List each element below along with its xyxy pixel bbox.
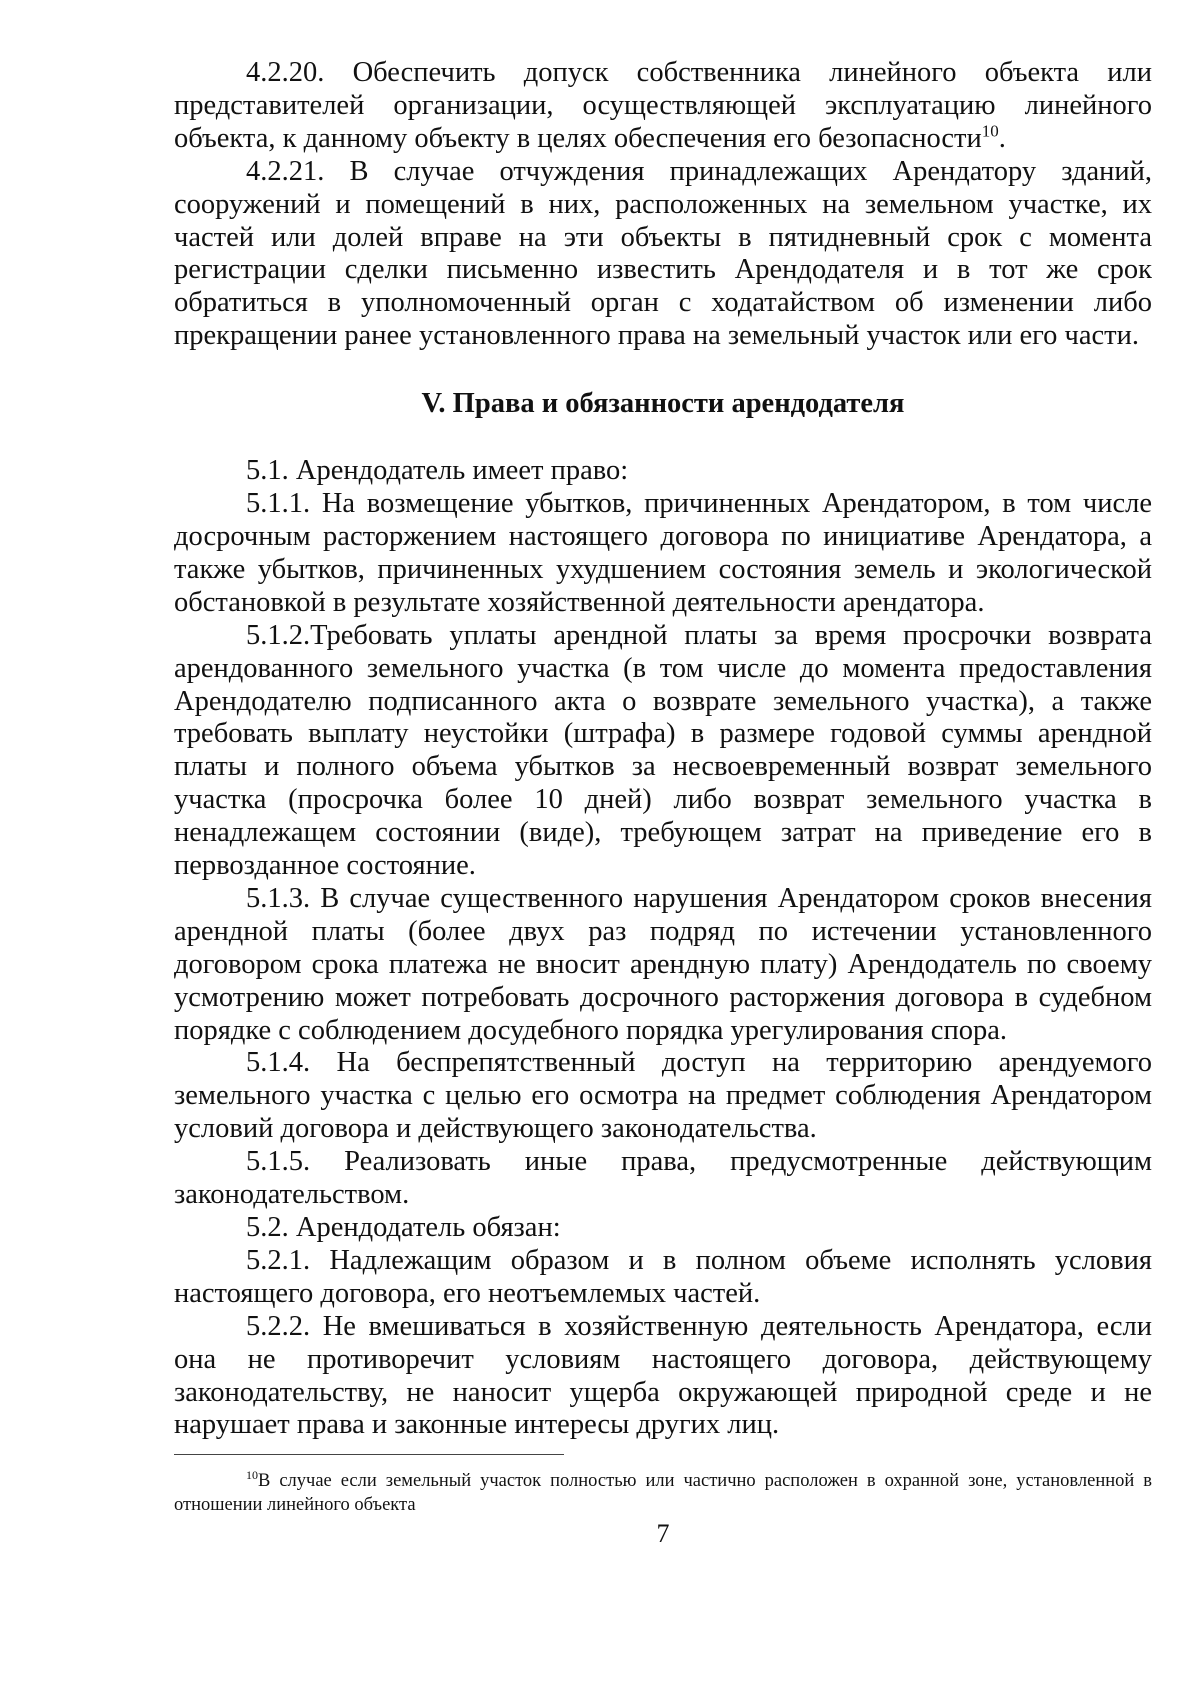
paragraph-5-2-1: 5.2.1. Надлежащим образом и в полном объеме исполнять условия настоящего договора, его неотъемлемых частей. bbox=[174, 1244, 1152, 1309]
paragraph-5-1-5: 5.1.5. Реализовать иные права, предусмотренные действующим законодательством. bbox=[174, 1146, 1152, 1211]
paragraph-5-1-4: 5.1.4. На беспрепятственный доступ на территорию арендуемого земельного участка с целью его осмотра на предмет соблюдения Арендатором условий договора и действующего законодательства. bbox=[174, 1047, 1152, 1145]
section-heading: V. Права и обязанности арендодателя bbox=[421, 388, 905, 420]
paragraph-5-1: 5.1. Арендодатель имеет право: bbox=[246, 455, 629, 487]
paragraph-5-1-2: 5.1.2.Требовать уплаты арендной платы за время просрочки возврата арендованного земельного участка (в том числе до момента предоставления Арендодателю подписанного акта о возврате земельного участка), а также требовать выплату неустойки (штрафа) в размере годовой суммы арендной платы и полного объема убытков за несвоевременный возврат земельного участка (просрочка более 10 дней) либо возврат земельного участка в ненадлежащем состоянии (виде), требующем затрат на приведение его в первозданное состояние. bbox=[174, 619, 1152, 882]
paragraph-5-2: 5.2. Арендодатель обязан: bbox=[246, 1212, 561, 1243]
document-page bbox=[174, 57, 1152, 1549]
paragraph-5-1-3: 5.1.3. В случае существенного нарушения Арендатором сроков внесения арендной платы (более двух раз подряд по истечении установленного договором срока платежа не вносит арендную плату) Арендодатель по своему усмотрению может потребовать досрочного расторжения договора в судебном порядке с соблюдением досудебного порядка урегулирования спора. bbox=[174, 882, 1152, 1046]
paragraph-tail: . bbox=[998, 122, 1006, 154]
paragraph-text: 4.2.20. Обеспечить допуск собственника линейного объекта или представителей организации, осуществляющей эксплуатацию линейного объекта, к данному объекту в целях обеспечения его безопасности bbox=[174, 57, 1152, 154]
footnote-reference[interactable]: 10 bbox=[981, 121, 999, 141]
footnote-text: В случае если земельный участок полностью или частично расположен в охранной зоне, установленной в отношении линейного объекта bbox=[174, 1471, 1152, 1516]
footnote-divider bbox=[174, 1454, 564, 1455]
paragraph-4-2-20 bbox=[174, 57, 1152, 156]
footnote bbox=[174, 1469, 1152, 1517]
paragraph-5-1-1: 5.1.1. На возмещение убытков, причиненных Арендатором, в том числе досрочным расторжением настоящего договора по инициативе Арендатора, а также убытков, причиненных ухудшением состояния земель и экологической обстановкой в результате хозяйственной деятельности арендатора. bbox=[174, 488, 1152, 618]
paragraph-4-2-21: 4.2.21. В случае отчуждения принадлежащих Арендатору зданий, сооружений и помещений в них, расположенных на земельном участке, их частей или долей вправе на эти объекты в пятидневный срок с момента регистрации сделки письменно известить Арендодателя и в тот же срок обратиться в уполномоченный орган с ходатайством об изменении либо прекращении ранее установленного права на земельный участок или его части. bbox=[174, 155, 1152, 352]
footnote-marker: 10 bbox=[246, 1468, 258, 1483]
page-number: 7 bbox=[656, 1519, 670, 1549]
paragraph-5-2-2: 5.2.2. Не вмешиваться в хозяйственную деятельность Арендатора, если она не противоречит условиям настоящего договора, действующему законодательству, не наносит ущерба окружающей природной среде и не нарушает права и законные интересы других лиц. bbox=[174, 1310, 1152, 1441]
